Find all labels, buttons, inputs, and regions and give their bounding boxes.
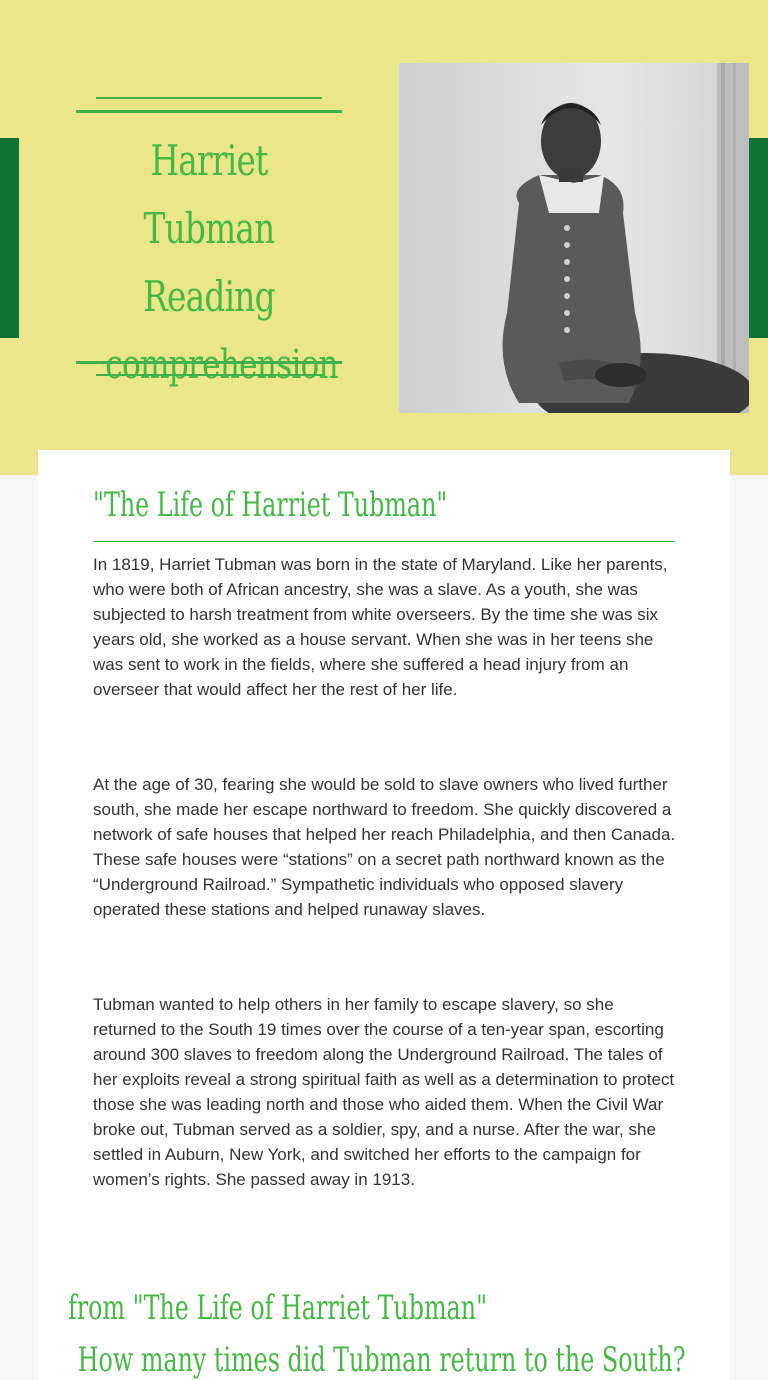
- page-title-line-2: Reading: [143, 272, 275, 321]
- article-paragraph-2: At the age of 30, fearing she would be sold to slave owners who lived further south, she made her escape northward to freedom. She quickly discovered a network of safe houses that helped her reach Philadelphia, and then Canada. These safe houses were “stations” on a secret path northward known as the “Underground Railroad.” Sympathetic individuals who opposed slavery operated these stations and helped runaway slaves.: [93, 775, 676, 919]
- title-rule-bottom-thin: [96, 374, 322, 376]
- portrait-photo-icon: [399, 63, 749, 413]
- question-text: How many times did Tubman return to the South?: [77, 1340, 686, 1380]
- page-title-line-1: Harriet Tubman: [143, 136, 275, 253]
- question-block: [68, 1282, 686, 1380]
- title-rule-bottom-thick: [76, 361, 342, 364]
- page-title-line-3: comprehension: [105, 342, 338, 388]
- article-title-divider: [93, 541, 675, 542]
- right-accent-bar: [749, 138, 768, 338]
- title-rule-top-thick: [76, 110, 342, 113]
- question-source: from "The Life of Harriet Tubman": [68, 1288, 488, 1328]
- page-title: [105, 127, 338, 399]
- article-paragraph-3: Tubman wanted to help others in her family to escape slavery, so she returned to the South 19 times over the course of a ten-year span, escorting around 300 slaves to freedom along the Underground Railroad. The tales of her exploits reveal a strong spiritual faith as well as a determination to protect those she was leading north and those who aided them. When the Civil War broke out, Tubman served as a soldier, spy, and a nurse. After the war, she settled in Auburn, New York, and switched her efforts to the campaign for women’s rights. She passed away in 1913.: [93, 995, 675, 1189]
- left-accent-bar: [0, 138, 19, 338]
- portrait-photo: [399, 63, 749, 413]
- title-block: [76, 97, 342, 388]
- article-title: "The Life of Harriet Tubman": [93, 485, 448, 525]
- title-rule-top-thin: [96, 97, 322, 99]
- article-paragraph-1: In 1819, Harriet Tubman was born in the state of Maryland. Like her parents, who were both of African ancestry, she was a slave. As a youth, she was subjected to harsh treatment from white overseers. By the time she was six years old, she worked as a house servant. When she was in her teens she was sent to work in the fields, where she suffered a head injury from an overseer that would affect her the rest of her life.: [93, 555, 668, 699]
- article-card: [38, 450, 730, 1380]
